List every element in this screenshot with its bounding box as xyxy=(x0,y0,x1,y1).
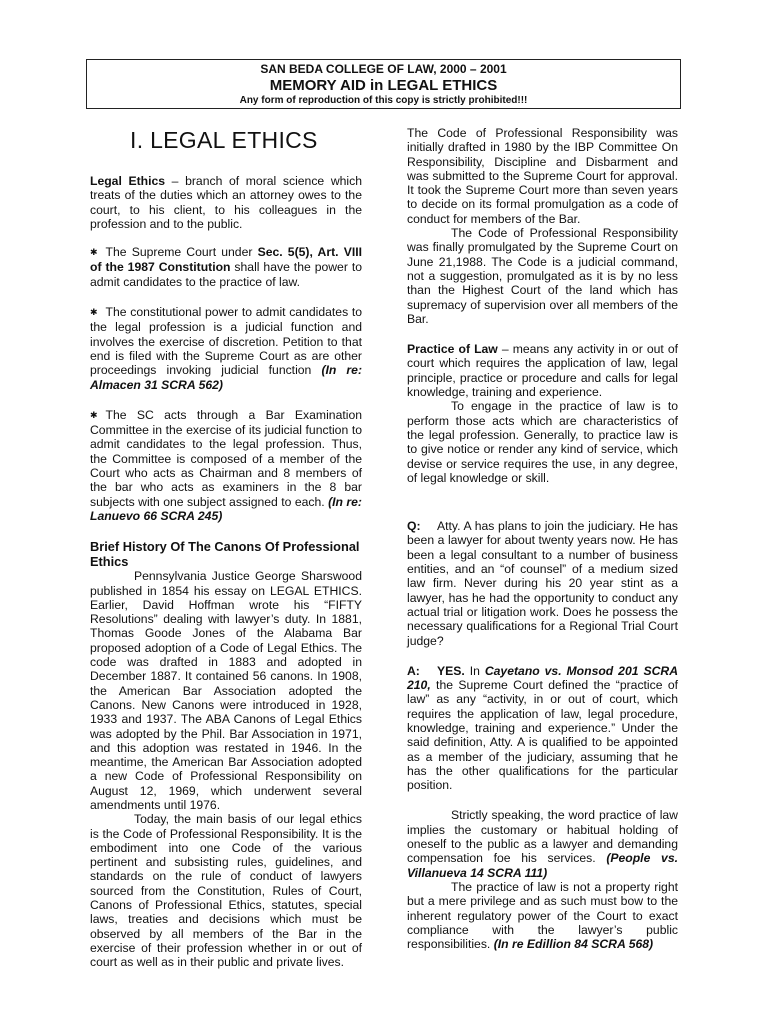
practice-of-law-definition: Practice of Law – means any activity in or out of court which requires the application of law, legal principle, practice or procedure and calls for legal knowledge, training and experience. xyxy=(407,342,678,400)
answer-label: A: xyxy=(407,663,420,678)
bullet-point: ✱ The Supreme Court under Sec. 5(5), Art. VIII of the 1987 Constitution shall have the power to admit candidates to the practice of law. xyxy=(90,245,362,289)
history-paragraph: Pennsylvania Justice George Sharswood published in 1854 his essay on LEGAL ETHICS. Earlier, David Hoffman wrote his “FIFTY Resolutions” dealing with lawyer’s duty. In 1881, Thomas Goode Jones of the Alabama Bar proposed adoption of a Code of Legal Ethics. The code was drafted in 1883 and adopted in December 1887. It contained 56 canons. In 1908, the American Bar Association adopted the Canons. New Canons were introduced in 1928, 1933 and 1937. The ABA Canons of Legal Ethics was adopted by the Phil. Bar Association in 1971, and this adoption was restated in 1946. In the meantime, the American Bar Association adopted a new Code of Professional Responsibility on August 12, 1969, which underwent several amendments until 1976. xyxy=(90,569,362,812)
right-column xyxy=(407,126,678,951)
document-header xyxy=(86,59,681,109)
case-citation: (People vs. Villanueva 14 SCRA 111) xyxy=(407,851,678,880)
case-citation: (In re: Almacen 31 SCRA 562) xyxy=(90,363,362,392)
privilege-paragraph: The practice of law is not a property right but a mere privilege and as such must bow to the inherent regulatory power of the Court to exact compliance with the lawyer’s public responsibilities. (In re Edillion 84 SCRA 568) xyxy=(407,879,678,952)
definition-term: Legal Ethics xyxy=(90,174,166,188)
history-paragraph: Today, the main basis of our legal ethics is the Code of Professional Responsibility. It is the embodiment into one Code of the various pertinent and subsisting rules, guidelines, and standards on the rule of conduct of lawyers sourced from the Constitution, Rules of Court, Canons of Professional Ethics, statutes, special laws, treaties and decisions which must be observed by all members of the Bar in the exercise of their profession whether in or out of court as well as in their public and private lives. xyxy=(90,812,362,970)
strictly-speaking-paragraph: Strictly speaking, the word practice of law implies the customary or habitual holding of oneself to the public as a lawyer and demanding compensation foe his services. (People vs. Villanueva 14 SCRA 111) xyxy=(407,808,678,880)
legal-ethics-definition: Legal Ethics – branch of moral science which treats of the duties which an attorney owes to the court, to his client, to his colleagues in the profession and to the public. xyxy=(90,174,363,231)
document-title: MEMORY AID in LEGAL ETHICS xyxy=(269,77,498,94)
cpr-paragraph: The Code of Professional Responsibility was initially drafted in 1980 by the IBP Committee On Responsibility, Discipline and Disbarment and was submitted to the Supreme Court for approval. It took the Supreme Court more than seven years to decide on its formal promulgation as a code of conduct for members of the Bar. xyxy=(407,126,678,226)
college-name: SAN BEDA COLLEGE OF LAW, 2000 – 2001 xyxy=(260,62,507,76)
practice-paragraph: To engage in the practice of law is to perform those acts which are characteristics of the legal profession. Generally, to practice law is to give notice or render any kind of service, which devise or service requires the use, in any degree, of legal knowledge or skill. xyxy=(407,399,678,485)
definition-term: Practice of Law xyxy=(407,342,498,357)
bullet-point: ✱ The constitutional power to admit candidates to the legal profession is a judicial function and involves the exercise of discretion. Petition to that end is filed with the Supreme Court as are other proceedings invoking judicial function (In re: Almacen 31 SCRA 562) xyxy=(90,305,362,392)
case-citation: Cayetano vs. Monsod 201 SCRA 210, xyxy=(407,663,678,693)
section-title: I. LEGAL ETHICS xyxy=(130,127,318,153)
copyright-warning: Any form of reproduction of this copy is strictly prohibited!!! xyxy=(239,95,528,106)
asterisk-bullet-icon: ✱ xyxy=(90,307,98,318)
asterisk-bullet-icon: ✱ xyxy=(90,409,98,420)
bullet-point: ✱ The SC acts through a Bar Examination Committee in the exercise of its judicial function to admit candidates to the legal profession. Thus, the Committee is composed of a member of the Court who acts as Chairman and 8 members of the bar who acts as examiners in the 8 bar subjects with one subject assigned to each. (In re: Lanuevo 66 SCRA 245) xyxy=(90,407,362,523)
question-label: Q: xyxy=(407,519,421,534)
answer: A: YES. In Cayetano vs. Monsod 201 SCRA 210, the Supreme Court defined the “practice of law” as any “activity, in or out of court, which requires the application of law, legal procedure, knowledge, training and experience.” Under the said definition, Atty. A is qualified to be appointed as a member of the judiciary, assuming that he has the other qualifications for the particular position. xyxy=(407,663,678,793)
question: Q: Atty. A has plans to join the judiciary. He has been a lawyer for about twenty years now. He has been a legal consultant to a number of business entities, and an “of counsel” of a medium sized law firm. Never during his 20 year stint as a lawyer, has he had the opportunity to conduct any actual trial or litigation work. Does he possess the necessary qualifications for a Regional Trial Court judge? xyxy=(407,519,678,648)
case-citation: (In re Edillion 84 SCRA 568) xyxy=(493,937,654,952)
left-column xyxy=(90,124,362,970)
asterisk-bullet-icon: ✱ xyxy=(90,247,98,258)
case-citation: (In re: Lanuevo 66 SCRA 245) xyxy=(90,494,362,523)
cpr-paragraph: The Code of Professional Responsibility was finally promulgated by the Supreme Court on June 21,1988. The Code is a judicial command, not a suggestion, promulgated as it is by no less than the Highest Court of the land which has supremacy of supervision over all members of the Bar. xyxy=(407,226,678,326)
history-heading: Brief History Of The Canons Of Professional Ethics xyxy=(90,539,360,570)
